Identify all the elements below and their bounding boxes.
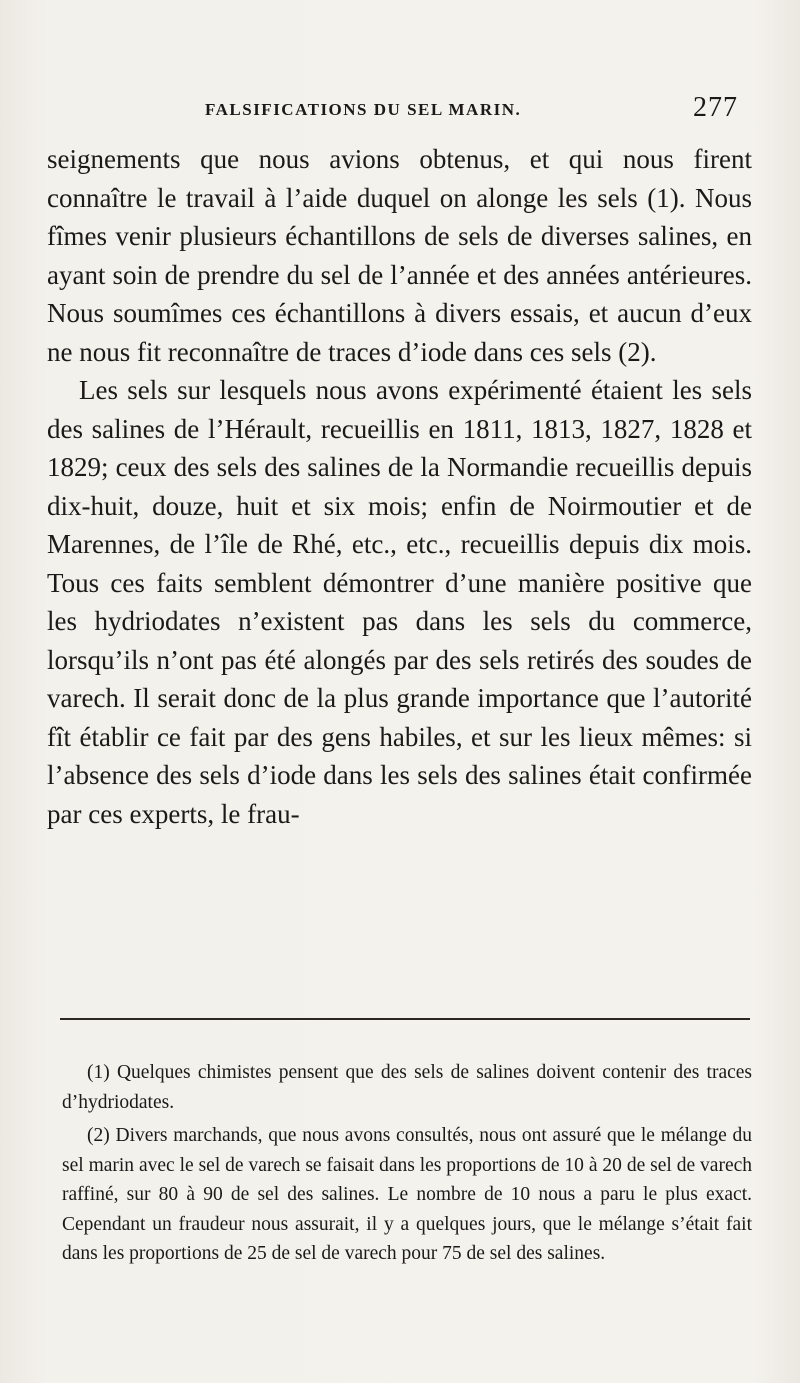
running-head — [205, 92, 750, 124]
paragraph-2: Les sels sur lesquels nous avons expérimenté étaient les sels des salines de l’Hérault, recueillis en 1811, 1813, 1827, 1828 et 1829; ceux des sels des salines de la Normandie recueillis depuis dix-huit, douze, huit et six mois; enfin de Noirmoutier et de Marennes, de l’île de Rhé, etc., etc., recueillis depuis dix mois. Tous ces faits semblent démontrer d’une manière positive que les hydriodates n’existent pas dans les sels du commerce, lorsqu’ils n’ont pas été alongés par des sels retirés des soudes de varech. Il serait donc de la plus grande importance que l’autorité fît établir ce fait par des gens habiles, et sur les lieux mêmes: si l’absence des sels d’iode dans les sels des salines était confirmée par ces experts, le frau- — [47, 375, 752, 829]
running-title: FALSIFICATIONS DU SEL MARIN. — [205, 100, 522, 119]
footnote-divider — [60, 1018, 750, 1020]
footnote-1: (1) Quelques chimistes pensent que des sels de salines doivent contenir des traces d’hydriodates. — [62, 1062, 752, 1113]
footnote-2: (2) Divers marchands, que nous avons consultés, nous ont assuré que le mélange du sel marin avec le sel de varech se faisait dans les proportions de 10 à 20 de sel de varech raffiné, sur 80 à 90 de sel des salines. Le nombre de 10 nous a paru le plus exact. Cependant un fraudeur nous assurait, il y a quelques jours, que le mélange s’était fait dans les proportions de 25 de sel de varech pour 75 de sel des salines. — [62, 1125, 752, 1264]
page-number: 277 — [693, 92, 738, 123]
paragraph-1: seignements que nous avions obtenus, et qui nous firent connaître le travail à l’aide duquel on alonge les sels (1). Nous fîmes venir plusieurs échantillons de sels de diverses salines, en ayant soin de prendre du sel de l’année et des années antérieures. Nous soumîmes ces échantillons à divers essais, et aucun d’eux ne nous fit reconnaître de traces d’iode dans ces sels (2). — [47, 144, 752, 367]
footnotes — [62, 1058, 752, 1269]
body-text — [47, 140, 752, 833]
